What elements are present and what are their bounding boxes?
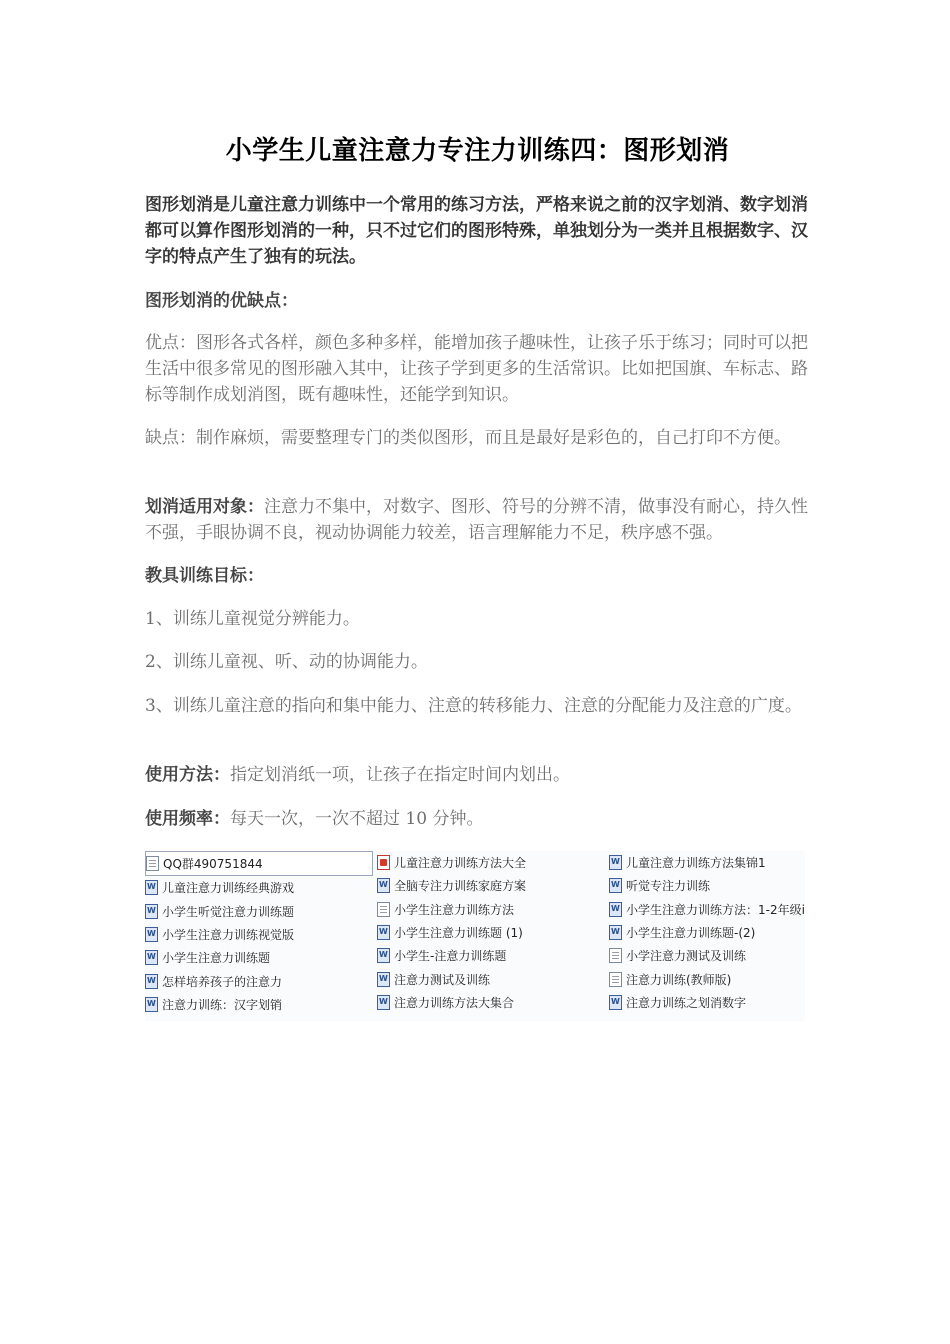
word-icon (145, 950, 158, 965)
file-name: 小学生听觉注意力训练题 (162, 904, 295, 919)
file-name: 注意力训练(教师版) (626, 972, 732, 987)
word-icon (377, 925, 390, 940)
file-name: 小学生注意力训练方法 (394, 902, 515, 917)
file-item[interactable] (609, 967, 805, 990)
file-column-1 (145, 851, 373, 1016)
file-item[interactable] (377, 967, 605, 990)
file-name: 全脑专注力训练家庭方案 (394, 879, 527, 894)
file-item[interactable] (377, 991, 605, 1014)
page-title: 小学生儿童注意力专注力训练四：图形划消 (225, 136, 730, 166)
word-icon (145, 974, 158, 989)
word-icon (609, 855, 622, 870)
document-icon (146, 856, 159, 871)
file-column-2 (377, 851, 605, 1014)
pdf-icon (377, 855, 390, 870)
word-icon (377, 972, 390, 987)
word-icon (377, 948, 390, 963)
word-icon (609, 878, 622, 893)
frequency-paragraph (145, 806, 810, 832)
file-item[interactable] (609, 921, 805, 944)
file-item[interactable] (609, 851, 805, 874)
file-item[interactable] (377, 851, 605, 874)
document-icon (377, 902, 390, 917)
word-icon (145, 904, 158, 919)
word-icon (609, 902, 622, 917)
usage-paragraph (145, 762, 810, 788)
usage-text: 指定划消纸一项，让孩子在指定时间内划出。 (230, 765, 570, 785)
file-item[interactable] (145, 969, 373, 992)
file-name: 小学生注意力训练视觉版 (162, 928, 295, 943)
word-icon (145, 880, 158, 895)
file-name: 注意力训练：汉字划销 (162, 997, 283, 1012)
usage-label: 使用方法： (145, 765, 230, 785)
target-label: 划消适用对象： (145, 497, 264, 517)
file-name: 怎样培养孩子的注意力 (162, 974, 283, 989)
file-name: 注意力训练之划消数字 (626, 995, 747, 1010)
document-icon (609, 948, 622, 963)
file-name: 小学注意力测试及训练 (626, 949, 747, 964)
pros-paragraph: 优点：图形各式各样，颜色多种多样，能增加孩子趣味性，让孩子乐于练习；同时可以把生活中很多常见的图形融入其中，让孩子学到更多的生活常识。比如把国旗、车标志、路标等制作成划消图，既有趣味性，还能学到知识。 (145, 333, 808, 405)
goals-heading: 教具训练目标： (145, 566, 264, 586)
goal-2: 2、训练儿童视、听、动的协调能力。 (145, 652, 428, 672)
word-icon (145, 997, 158, 1012)
file-item[interactable] (377, 898, 605, 921)
file-item[interactable] (377, 874, 605, 897)
frequency-label: 使用频率： (145, 809, 230, 829)
file-item[interactable] (377, 944, 605, 967)
file-item[interactable] (609, 898, 805, 921)
file-name: 儿童注意力训练方法集锦1 (626, 856, 766, 871)
file-item[interactable] (145, 923, 373, 946)
file-item[interactable] (145, 946, 373, 969)
word-icon (145, 927, 158, 942)
file-name: 小学生注意力训练方法：1-2年级i (626, 902, 805, 917)
cons-paragraph: 缺点：制作麻烦，需要整理专门的类似图形，而且是最好是彩色的，自己打印不方便。 (145, 428, 791, 448)
file-item[interactable] (609, 874, 805, 897)
file-name: 小学生注意力训练题 (162, 951, 271, 966)
file-item[interactable] (145, 900, 373, 923)
file-item[interactable] (609, 991, 805, 1014)
file-list-screenshot (145, 851, 805, 1021)
file-item[interactable] (377, 921, 605, 944)
pros-cons-heading: 图形划消的优缺点： (145, 291, 298, 311)
file-name: 听觉专注力训练 (626, 879, 711, 894)
file-name: 儿童注意力训练方法大全 (394, 856, 527, 871)
file-item[interactable] (609, 944, 805, 967)
word-icon (377, 878, 390, 893)
frequency-text: 每天一次，一次不超过 10 分钟。 (230, 809, 484, 829)
file-name: 小学生注意力训练题-(2) (626, 926, 756, 941)
file-name: QQ群490751844 (163, 857, 263, 872)
file-item[interactable] (145, 876, 373, 899)
goal-1: 1、训练儿童视觉分辨能力。 (145, 609, 360, 629)
target-paragraph (145, 494, 810, 546)
file-name: 儿童注意力训练经典游戏 (162, 881, 295, 896)
word-icon (609, 925, 622, 940)
file-item[interactable] (145, 993, 373, 1016)
file-name: 注意力训练方法大集合 (394, 995, 515, 1010)
file-item[interactable] (145, 851, 373, 876)
document-icon (609, 972, 622, 987)
file-column-3 (609, 851, 805, 1014)
file-name: 小学生-注意力训练题 (394, 949, 507, 964)
file-name: 小学生注意力训练题 (1) (394, 926, 523, 941)
goal-3: 3、训练儿童注意的指向和集中能力、注意的转移能力、注意的分配能力及注意的广度。 (145, 696, 802, 716)
word-icon (609, 995, 622, 1010)
target-text: 注意力不集中，对数字、图形、符号的分辨不清，做事没有耐心，持久性不强，手眼协调不良，视动协调能力较差，语言理解能力不足，秩序感不强。 (145, 497, 808, 543)
intro-paragraph: 图形划消是儿童注意力训练中一个常用的练习方法，严格来说之前的汉字划消、数字划消都可以算作图形划消的一种，只不过它们的图形特殊，单独划分为一类并且根据数字、汉字的特点产生了独有的玩法。 (145, 195, 808, 267)
word-icon (377, 995, 390, 1010)
file-name: 注意力测试及训练 (394, 972, 491, 987)
